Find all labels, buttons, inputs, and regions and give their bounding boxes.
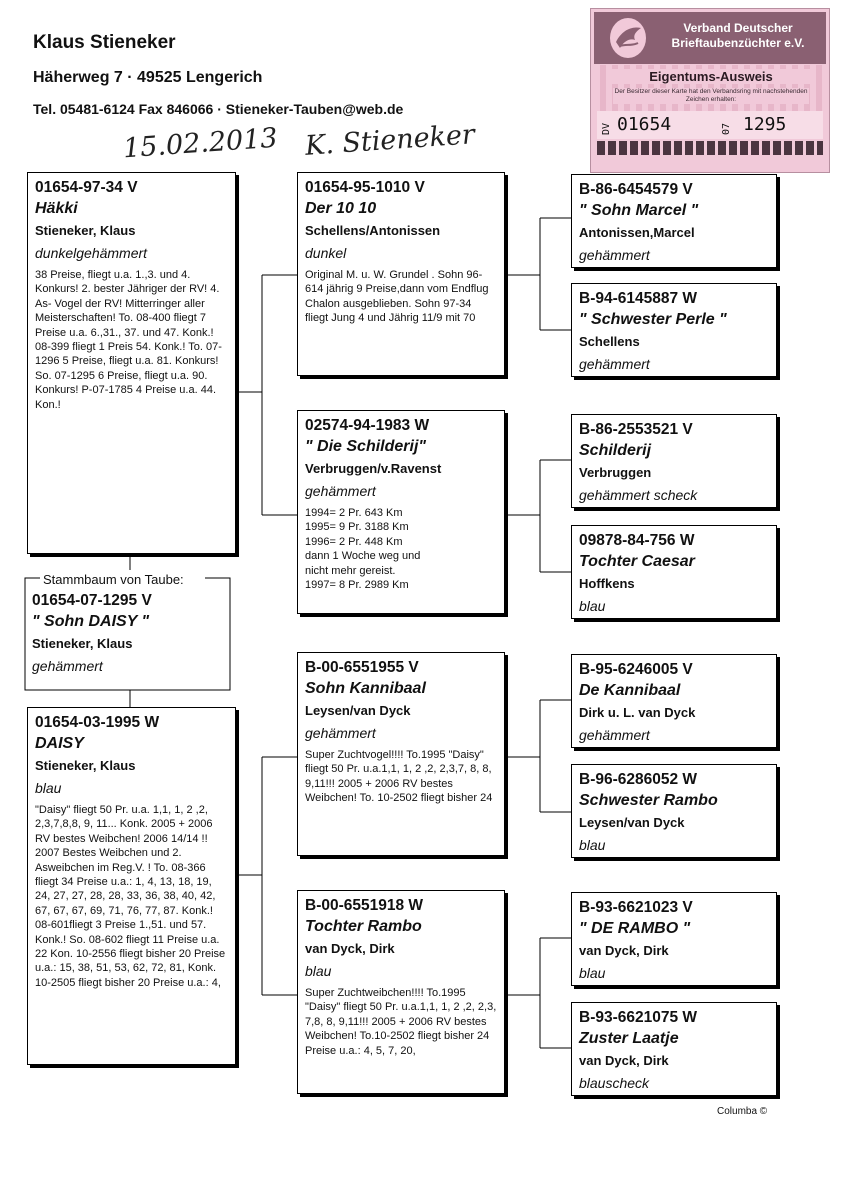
ring-number: 09878-84-756 W — [579, 532, 695, 549]
pigeon-notes: "Daisy" fliegt 50 Pr. u.a. 1,1, 1, 2 ,2, 2,3,7,8,8, 9, 11... Konk. 2005 + 2006 RV bestes Weibchen! 2006 14/14 !! 2007 Bestes Weibchen und 2. Asweibchen im Reg.V. ! To. 08-366 fliegt 34 Preise u.a.: 1, 4, 13, 18, 19, 24, 27, 27, 28, 28, 33, 36, 38, 40, 42, 67, 67, 67, 69, 71, 76, 77, 87. Konk.! 08-601fliegt 3 Preise 1.,51. und 57. Konk.! So. 08-602 fliegt 11 Preise u.a. 22 Kon. 10-2556 fliegt bisher 20 Preise u.a.: 15, 38, 51, 53, 62, 72, 81, Konk. 10-2505 fliegt bisher 20 Preise u.a.: 4, — [35, 804, 226, 989]
breeder: van Dyck, Dirk — [579, 943, 669, 958]
breeder-contact: Tel. 05481-6124 Fax 846066 · Stieneker-Tauben@web.de — [33, 101, 404, 117]
feather-color: gehämmert — [579, 727, 650, 743]
ring-number: B-00-6551955 V — [305, 659, 419, 676]
pigeon-name: Tochter Rambo — [305, 918, 422, 935]
ring-number: B-94-6145887 W — [579, 290, 698, 307]
ring-number: B-86-6454579 V — [579, 181, 693, 198]
pigeon-name: " Sohn Marcel " — [579, 202, 699, 219]
breeder: Leysen/van Dyck — [579, 815, 685, 830]
pigeon-notes: 38 Preise, fliegt u.a. 1.,3. und 4. Konkurs! 2. bester Jähriger der RV! 4. As- Vogel der RV! Mitterringer aller Meisterschaften! To. 08-400 fliegt 7 Preise u.a. 6.,31., 37. und 47. Konk.! 08-399 fliegt 1 Preis 54. Konk.! To. 07-1296 5 Preise, fliegt u.a. 81. Konkurs! So. 07-1295 6 Preise, fliegt u.a. 90. Konkurs! P-07-1785 4 Preise u.a. 44. Kon.! — [35, 269, 222, 411]
feather-color: gehämmert — [305, 483, 376, 499]
feather-color: blau — [305, 963, 332, 979]
ring-number: 01654-95-1010 V — [305, 179, 425, 196]
pigeon-name: Der 10 10 — [305, 200, 377, 217]
pigeon-logo-icon — [608, 16, 648, 60]
grandmother-maternal-box — [297, 890, 505, 1094]
ring-number: B-93-6621023 V — [579, 899, 693, 916]
subject-box — [25, 586, 230, 690]
pigeon-name: " DE RAMBO " — [579, 920, 691, 937]
pigeon-notes: Original M. u. W. Grundel . Sohn 96- 614 jährig 9 Preise,dann vom Endflug Chalon ausgeblieben. Sohn 97-34 fliegt Jung 4 und Jährig 11/9 mit 70 — [305, 269, 489, 325]
ring-number: B-93-6621075 W — [579, 1009, 698, 1026]
pigeon-name: DAISY — [35, 735, 84, 752]
breeder: Dirk u. L. van Dyck — [579, 705, 696, 720]
ring-number: B-00-6551918 W — [305, 897, 424, 914]
breeder: van Dyck, Dirk — [579, 1053, 669, 1068]
card-org: Verband Deutscher Brieftaubenzüchter e.V. — [671, 21, 805, 50]
great-grandparent-box — [571, 1002, 777, 1096]
ring-number: B-95-6246005 V — [579, 661, 693, 678]
feather-color: blau — [35, 780, 62, 796]
grandfather-maternal-box — [297, 652, 505, 856]
pigeon-name: De Kannibaal — [579, 682, 681, 699]
feather-color: gehämmert — [305, 725, 376, 741]
breeder: Schellens — [579, 334, 640, 349]
breeder: Stieneker, Klaus — [35, 223, 136, 238]
feather-color: gehämmert — [579, 356, 650, 372]
grandmother-paternal-box — [297, 410, 505, 614]
card-year: 07 — [721, 122, 732, 135]
pigeon-name: Sohn Kannibaal — [305, 680, 426, 697]
ring-number: 01654-07-1295 V — [32, 592, 152, 609]
notes-line: nicht mehr gereist. — [305, 564, 396, 577]
ring-number: B-86-2553521 V — [579, 421, 693, 438]
feather-color: blauscheck — [579, 1075, 650, 1091]
breeder-address: Häherweg 7 · 49525 Lengerich — [33, 69, 263, 86]
card-number: 1295 — [743, 114, 787, 135]
grandfather-paternal-box — [297, 172, 505, 376]
breeder: van Dyck, Dirk — [305, 941, 395, 956]
feather-color: blau — [579, 965, 606, 981]
pedigree-caption: Stammbaum von Taube: — [40, 572, 187, 587]
pigeon-name: " Schwester Perle " — [579, 311, 727, 328]
feather-color: gehämmert scheck — [579, 487, 698, 503]
notes-line: 1994= 2 Pr. 643 Km — [305, 507, 403, 519]
notes-line: 1995= 9 Pr. 3188 Km — [305, 521, 409, 534]
breeder: Schellens/Antonissen — [305, 223, 441, 238]
breeder: Stieneker, Klaus — [32, 636, 133, 651]
pigeon-notes: Super Zuchtvogel!!!! To.1995 "Daisy" fliegt 50 Pr. u.a.1,1, 1, 2 ,2, 2,3,7, 8, 8, 9,11!!! 2005 + 2006 RV bestes Weibchen! To. 10-2502 fliegt bisher 24 — [305, 749, 493, 805]
ring-number: 02574-94-1983 W — [305, 417, 430, 434]
notes-line: 1997= 8 Pr. 2989 Km — [305, 579, 409, 592]
breeder: Stieneker, Klaus — [35, 758, 136, 773]
father-box — [27, 172, 236, 554]
breeder: Antonissen,Marcel — [579, 225, 695, 240]
pigeon-name: Tochter Caesar — [579, 553, 695, 570]
handwritten-date: 15.02.2013 — [122, 122, 279, 165]
card-id-row — [597, 111, 823, 139]
feather-color: gehämmert — [32, 658, 103, 674]
card-header — [594, 12, 826, 64]
pigeon-notes: Super Zuchtweibchen!!!! To.1995 "Daisy" fliegt 50 Pr. u.a.1,1, 1, 2 ,2, 2,3, 7,8, 8, 9,11!!! 2005 + 2006 RV bestes Weibchen! To.10-2502 fliegt bisher 24 Preise u.a.: 4, 5, 7, 20, — [305, 987, 497, 1057]
pigeon-name: Häkki — [35, 200, 78, 217]
great-grandparent-box — [571, 283, 777, 377]
ownership-card — [590, 8, 830, 173]
mother-box — [27, 707, 236, 1065]
breeder: Verbruggen/v.Ravenst — [305, 461, 442, 476]
breeder: Verbruggen — [579, 465, 652, 480]
breeder: Hoffkens — [579, 576, 635, 591]
breeder: Leysen/van Dyck — [305, 703, 411, 718]
feather-color: dunkelgehämmert — [35, 245, 148, 261]
card-band — [597, 141, 823, 155]
notes-line: 1996= 2 Pr. 448 Km — [305, 535, 403, 548]
card-club: 01654 — [617, 114, 672, 135]
great-grandparent-box — [571, 174, 777, 268]
great-grandparent-box — [571, 414, 777, 508]
feather-color: blau — [579, 837, 606, 853]
feather-color: gehämmert — [579, 247, 650, 263]
great-grandparent-box — [571, 892, 777, 986]
pigeon-name: " Die Schilderij" — [305, 438, 426, 455]
great-grandparent-box — [571, 654, 777, 748]
feather-color: dunkel — [305, 245, 347, 261]
handwritten-signature: K. Stieneker — [304, 119, 476, 162]
ring-number: B-96-6286052 W — [579, 771, 698, 788]
notes-line: dann 1 Woche weg und — [305, 550, 421, 563]
breeder-name: Klaus Stieneker — [33, 32, 176, 53]
pigeon-name: Schwester Rambo — [579, 792, 718, 809]
card-small-text: Der Besitzer dieser Karte hat den Verbandsring mit nachstehenden Zeichen erhalten: — [614, 88, 808, 103]
ring-number: 01654-03-1995 W — [35, 714, 160, 731]
ring-number: 01654-97-34 V — [35, 179, 138, 196]
great-grandparent-box — [571, 764, 777, 858]
great-grandparent-box — [571, 525, 777, 619]
pigeon-name: Zuster Laatje — [579, 1030, 679, 1047]
card-title: Eigentums-Ausweis — [611, 69, 811, 84]
feather-color: blau — [579, 598, 606, 614]
pigeon-name: " Sohn DAISY " — [32, 613, 150, 630]
card-prefix: DV — [601, 122, 612, 135]
pigeon-notes — [305, 506, 497, 592]
footer-credit: Columba © — [717, 1106, 768, 1117]
pigeon-name: Schilderij — [579, 442, 652, 459]
